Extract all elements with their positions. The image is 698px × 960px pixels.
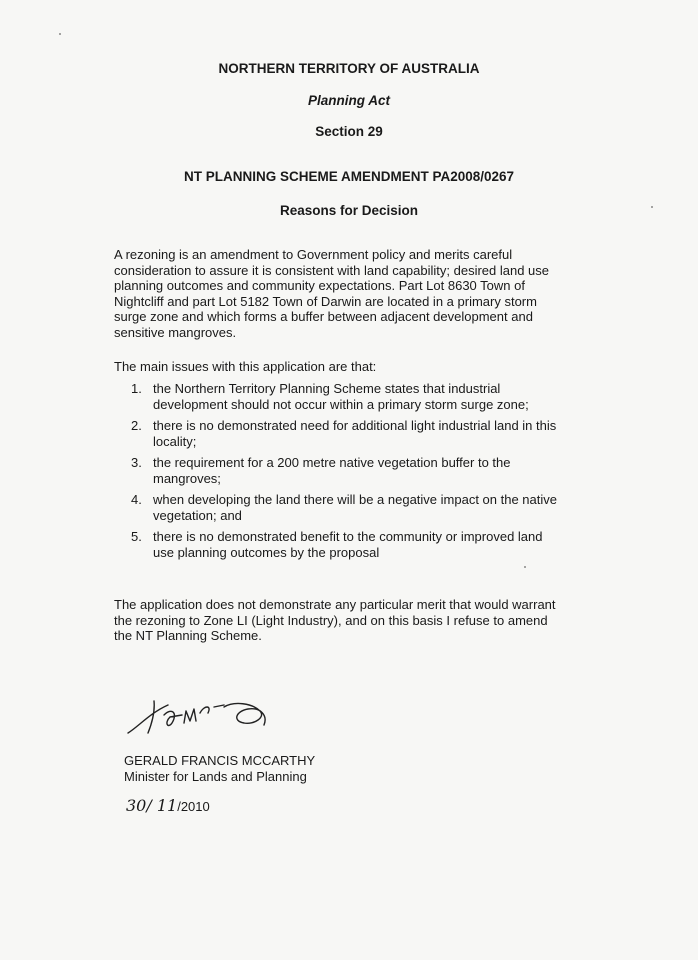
list-item [131, 418, 601, 449]
signatory-name: GERALD FRANCIS MCCARTHY [124, 753, 316, 768]
list-line: locality; [153, 433, 197, 449]
issues-intro: The main issues with this application are that: [114, 359, 377, 374]
intro-line: sensitive mangroves. [114, 324, 237, 340]
signatory-title: Minister for Lands and Planning [124, 769, 307, 784]
section-heading: Section 29 [315, 124, 383, 139]
amendment-heading: NT PLANNING SCHEME AMENDMENT PA2008/0267 [183, 169, 515, 184]
handwritten-date: 30/ 11 [126, 796, 178, 815]
list-line: development should not occur within a primary storm surge zone; [153, 396, 529, 412]
intro-paragraph [114, 247, 614, 340]
list-item [131, 381, 601, 412]
list-line: vegetation; and [153, 507, 242, 523]
handwritten-signature [124, 693, 284, 743]
list-line: there is no demonstrated need for additional light industrial land in this [153, 418, 557, 433]
jurisdiction-heading: NORTHERN TERRITORY OF AUSTRALIA [218, 61, 480, 76]
list-number: 5. [131, 529, 142, 544]
intro-line: consideration to assure it is consistent with land capability; desired land use [114, 262, 550, 278]
conclusion-line: the rezoning to Zone LI (Light Industry), and on this basis I refuse to amend [114, 612, 548, 628]
list-line: use planning outcomes by the proposal [153, 544, 380, 560]
issues-list [131, 381, 601, 566]
intro-line: surge zone and which forms a buffer between adjacent development and [114, 309, 533, 324]
list-item [131, 492, 601, 523]
intro-line: A rezoning is an amendment to Government policy and merits careful [114, 247, 513, 262]
intro-line: planning outcomes and community expectations. Part Lot 8630 Town of [114, 278, 525, 293]
list-line: when developing the land there will be a negative impact on the native [153, 492, 557, 507]
conclusion-line: the NT Planning Scheme. [114, 628, 262, 643]
list-line: the requirement for a 200 metre native vegetation buffer to the [153, 455, 511, 470]
printed-year: /2010 [177, 799, 210, 814]
list-number: 3. [131, 455, 142, 470]
list-line: there is no demonstrated benefit to the community or improved land [153, 529, 543, 544]
list-item [131, 529, 601, 560]
list-number: 4. [131, 492, 142, 507]
list-line: mangroves; [153, 470, 221, 486]
subtitle-heading: Reasons for Decision [279, 203, 419, 218]
scan-speck [651, 206, 653, 208]
list-line: the Northern Territory Planning Scheme states that industrial [153, 381, 501, 396]
conclusion-paragraph [114, 597, 614, 644]
list-number: 2. [131, 418, 142, 433]
scan-speck [59, 33, 61, 35]
signatory-block [124, 753, 315, 785]
list-item [131, 455, 601, 486]
conclusion-line: The application does not demonstrate any particular merit that would warrant [114, 597, 556, 612]
scan-speck [524, 566, 526, 568]
list-number: 1. [131, 381, 142, 396]
act-heading: Planning Act [307, 93, 390, 108]
decision-date [126, 796, 210, 815]
intro-line: Nightcliff and part Lot 5182 Town of Darwin are located in a primary storm [114, 293, 537, 309]
